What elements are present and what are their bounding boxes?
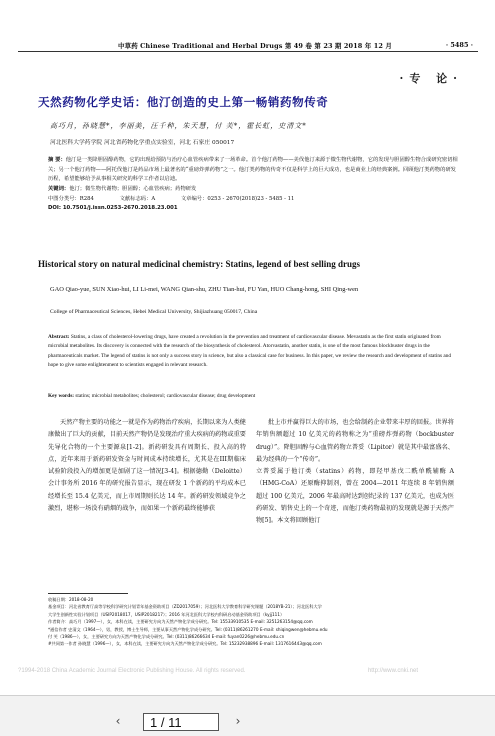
footnote-line: #共同第一作者 孙晓慧（1996—），女，本科在读，主要研究方向为天然产物化学成分研究。Tel: 15232938896 E-mail: 1317616443@qq.com <box>48 641 322 647</box>
chinese-abstract <box>48 156 460 185</box>
copyright-line <box>18 668 478 674</box>
chinese-keywords <box>48 184 196 192</box>
chinese-title: 天然药物化学史话：他汀创造的史上第一畅销药物传奇 <box>38 95 329 109</box>
footnote-line: 付 芙（1986—），女，主要研究方向为天然产物化学成分研究。Tel: (0311)86266634 E-mail: fuyan0226@hebmu.edu.cn <box>48 634 285 640</box>
english-abstract <box>48 333 460 371</box>
keywords-label-en: Key words: <box>48 393 75 399</box>
abstract-text-en: Statins, a class of cholesterol-lowering drugs, have created a revolution in the prevention and treatment of cardiovascular disease. Mevastatin as the first statin originated from microbial metabolites. Its discovery is connected with the research of the biosynthesis of cholesterol. Atorvastatin, another statin, is one of the most famous blockbuster drugs in the pharmaceuticals market. The legend of statins is not only a success story in science, but also a classical case for business. In this paper, we review the research and development of statins and hope to give some enlightenment to scientists engaged in relevant research. <box>48 334 452 369</box>
footnote-line: 基金项目：河北省教育厅高等学校科学研究计划青年基金资助项目（ZD2017059）；河北医科大学教育科学研究课题（2018YB-21）；河北医科大学 <box>48 604 322 610</box>
footnote-rule <box>48 593 128 594</box>
clc-number: 中图分类号：R284 <box>48 196 94 202</box>
english-title: Historical story on natural medicinal chemistry: Statins, legend of best selling drugs <box>38 259 360 269</box>
footnote-line: 大学生创新性实验计划项目（USIP2018017，USIP2018217）；2016 年河北医科大学校内科研启动基金资助项目（kyjj111） <box>48 611 285 617</box>
keywords-label: 关键词： <box>48 186 70 192</box>
cnki-url: http://www.cnki.net <box>367 668 418 674</box>
footnotes <box>48 596 478 648</box>
english-authors: GAO Qiao-yue, SUN Xiao-hui, LI Li-mei, WANG Qian-shu, ZHU Tian-hui, FU Yan, HUO Chang-hong, SHI Qing-wen <box>50 286 359 293</box>
body-column-left <box>48 417 246 515</box>
body-column-right <box>256 417 454 528</box>
header-rule <box>18 51 478 52</box>
prev-page-icon[interactable]: ‹ <box>115 714 121 728</box>
article-number: 文章编号：0253 - 2670(2018)23 - 5485 - 11 <box>180 196 295 202</box>
doi-link[interactable]: DOI: 10.7501/j.issn.0253-2670.2018.23.001 <box>48 205 178 211</box>
body-paragraph: 批上市并赢得巨大的市场，也会给制药企业带来丰厚的回报。世界将年销售额超过 10 亿美元的药物称之为“重磅炸弹药物（bockbuster drug）”。降胆固醇与心血管药物立普妥（Lipitor）就是其中最富盛名、最为经典的一个“传奇”。 立普妥属于他汀类（statins）药物，即羟甲基戊二酰单酰辅酶 A（HMG-CoA）还原酶抑制剂，曾在 2004—2011 年连续 8 年销售额超过 100 亿美元，2006 年最高时达到创纪录的 137 亿美元，也成为医药研发、销售史上的一个奇迹，而他汀类药物最初的发现就是源于天然产物[5]。本文将回顾他汀 <box>256 419 454 525</box>
abstract-label: 摘 要： <box>48 157 66 163</box>
english-affiliation: College of Pharmaceutical Sciences, Hebei Medical University, Shijiazhuang 050017, China <box>50 309 258 315</box>
footnote-line: *通信作者 史清文（1964—），男，教授，博士生导师，主要从事天然产物化学成分研究。Tel: (0311)86261270 E-mail: shiqingwen@hebmu.edu <box>48 626 328 632</box>
page-number: · 5485 · <box>445 41 473 49</box>
footnote-line: 收稿日期：2018-08-20 <box>48 597 94 602</box>
keywords-text: 他汀；微生物代谢物；胆固醇；心血管疾病；药物研发 <box>69 186 197 192</box>
abstract-label-en: Abstract: <box>48 334 70 340</box>
footnote-line: 作者简介：高巧月（1997—），女，本科在读，主要研究方向为天然产物化学成分研究。Tel: 15533910535 E-mail: 3251263154@qq.com <box>48 619 313 625</box>
section-label: ·专 论· <box>399 72 463 85</box>
page-indicator[interactable]: 1 / 11 <box>143 713 219 731</box>
document-code: 文献标志码：A <box>119 196 156 202</box>
copyright-text: ?1994-2018 China Academic Journal Electronic Publishing House. All rights reserved. <box>18 668 246 674</box>
viewer-toolbar <box>0 695 495 736</box>
keywords-text-en: statins; microbial metabolites; cholesterol; cardiovascular disease; drug development <box>75 393 256 399</box>
abstract-text: 他汀是一类降胆固醇药物，它的出现给预防与治疗心血管疾病带来了一场革命。首个他汀药物——美伐他汀来源于微生物代谢物，它的发现与胆固醇生物合成研究密切相关；另一个他汀药物——阿托伐他汀是药品市场上最著名的“重磅炸弹药物”之一。他汀类药物的传奇不仅是科学上的巨大成功，也是商业上的经典案例。回顾他汀类药物的研发历程，希望能够给予从事相关研究的科学工作者以启迪。 <box>48 157 458 183</box>
running-header: 中草药 Chinese Traditional and Herbal Drugs 第 49 卷 第 23 期 2018 年 12 月 <box>118 42 392 50</box>
chinese-authors: 高巧月，孙晓慧*，李丽美，汪千种，朱天慧，付 芙*，霍长虹，史清文* <box>50 122 307 130</box>
classification-row <box>48 194 460 202</box>
english-keywords <box>48 393 255 399</box>
next-page-icon[interactable]: › <box>235 714 241 728</box>
body-paragraph: 天然产物主要的功能之一就是作为药物治疗疾病，长期以来为人类健康做出了巨大的贡献，目前天然产物仍是发现治疗重大疾病的药物或重要先导化合物的一个主要源泉[1-2]。新药研发具有周期长、投入高的特点，近年来用于新药研发资金与时间成本持续增长，尤其是在III期临床试验阶段投入的增加更是加剧了这一情况[3-4]。根据德勤（Deloitte）会计事务所 2016 年的研究报告显示，现在研发 1 个新药的平均成本已经增长至 15.4 亿美元，而上市周期则长达 14 年。新药研发领域竞争之激烈，堪称一场没有硝烟的战争，而如果一个新药最终能够获 <box>48 419 246 513</box>
chinese-affiliation: 河北医科大学药学院 河北省药物化学重点实验室，河北 石家庄 050017 <box>50 140 235 146</box>
